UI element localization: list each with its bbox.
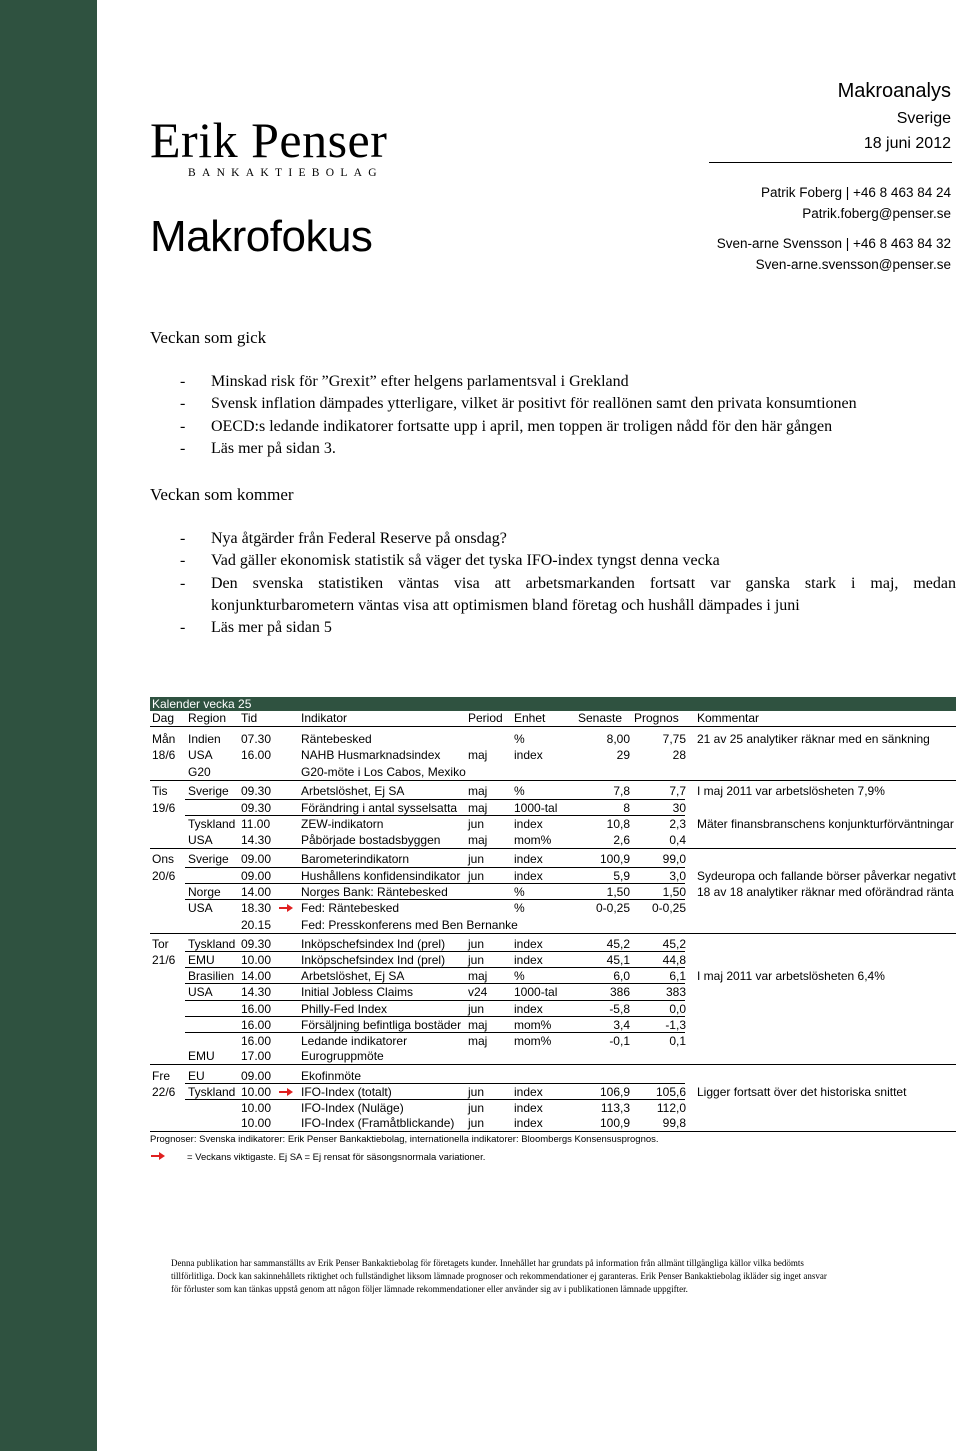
col-header-period: Period xyxy=(468,711,503,725)
cell-pro: 7,7 xyxy=(669,784,686,798)
cell-per: jun xyxy=(468,1085,485,1099)
cell-sen: 29 xyxy=(616,748,630,762)
cell-ind: ZEW-indikatorn xyxy=(301,817,384,831)
list-item: - OECD:s ledande indikatorer fortsatte upp i april, men toppen är troligen nådd för den här gången xyxy=(180,417,833,435)
row-divider xyxy=(185,1032,685,1033)
cell-tid: 09.30 xyxy=(241,801,272,815)
cell-tid: 10.00 xyxy=(241,1116,272,1130)
cell-ind: Arbetslöshet, Ej SA xyxy=(301,969,405,983)
cell-tid: 10.00 xyxy=(241,953,272,967)
cell-kom: Mäter finansbranschens konjunkturförväntningar xyxy=(697,817,954,831)
section-heading-next-week: Veckan som kommer xyxy=(150,485,294,504)
cell-enh: index xyxy=(514,748,543,762)
row-divider xyxy=(185,899,685,900)
cell-dag: Mån xyxy=(152,732,176,746)
cell-ind: Inköpschefsindex Ind (prel) xyxy=(301,953,446,967)
cell-enh: index xyxy=(514,852,543,866)
important-arrow-icon xyxy=(279,1087,293,1097)
cell-pro: 99,0 xyxy=(662,852,686,866)
cell-per: jun xyxy=(468,1002,485,1016)
day-separator xyxy=(150,780,956,781)
cell-tid: 07.30 xyxy=(241,732,272,746)
cell-ind: Barometerindikatorn xyxy=(301,852,410,866)
cell-dag: Fre xyxy=(152,1069,170,1083)
row-divider xyxy=(185,1016,685,1017)
source-note: Prognoser: Svenska indikatorer: Erik Penser Bankaktiebolag, internationella indikatorer: Bloombergs Konsensusprognos. xyxy=(150,1134,659,1145)
cell-pro: 44,8 xyxy=(662,953,686,967)
col-header-tid: Tid xyxy=(241,711,258,725)
cell-sen: 45,2 xyxy=(606,937,630,951)
cell-pro: 0,4 xyxy=(669,833,686,847)
header-divider xyxy=(709,162,952,163)
col-header-dag: Dag xyxy=(152,711,175,725)
cell-ind: G20-möte i Los Cabos, Mexiko xyxy=(301,765,466,779)
cell-region: USA xyxy=(188,985,213,999)
cell-ind: Norges Bank: Räntebesked xyxy=(301,885,448,899)
disclaimer-line: för förluster som kan tänkas uppstå genom att någon följer lämnade rekommendationer eller använder sig av i publikationen lämnade uppgifter. xyxy=(171,1284,688,1294)
row-divider xyxy=(185,799,685,800)
cell-sen: 10,8 xyxy=(606,817,630,831)
cell-enh: index xyxy=(514,1116,543,1130)
cell-dag: 19/6 xyxy=(152,801,176,815)
contact-2-line: Sven-arne Svensson | +46 8 463 84 32 xyxy=(716,236,951,251)
cell-pro: 105,6 xyxy=(655,1085,686,1099)
row-divider xyxy=(185,983,685,984)
cell-region: Norge xyxy=(188,885,221,899)
cell-tid: 16.00 xyxy=(241,748,272,762)
cell-sen: 106,9 xyxy=(599,1085,630,1099)
cell-kom: Sydeuropa och fallande börser påverkar negativt xyxy=(697,869,956,883)
cell-enh: 1000-tal xyxy=(514,801,558,815)
cell-ind: Förändring i antal sysselsatta xyxy=(301,801,458,815)
cell-enh: % xyxy=(514,784,525,798)
list-item: - Läs mer på sidan 3. xyxy=(180,439,336,457)
cell-per: maj xyxy=(468,748,488,762)
cell-tid: 09.30 xyxy=(241,784,272,798)
calendar-title: Kalender vecka 25 xyxy=(150,697,956,711)
left-sidebar-band xyxy=(0,0,97,1451)
cell-sen: 6,0 xyxy=(613,969,630,983)
cell-per: jun xyxy=(468,1101,485,1115)
row-divider xyxy=(185,951,685,952)
report-date: 18 juni 2012 xyxy=(863,135,951,152)
cell-ind: IFO-Index (Nuläge) xyxy=(301,1101,404,1115)
cell-enh: mom% xyxy=(514,1018,552,1032)
cell-kom: Ligger fortsatt över det historiska snittet xyxy=(697,1085,907,1099)
cell-dag: Tis xyxy=(152,784,168,798)
contact-2-email[interactable]: Sven-arne.svensson@penser.se xyxy=(755,257,951,272)
cell-sen: 100,9 xyxy=(599,852,630,866)
cell-region: Sverige xyxy=(188,784,229,798)
cell-pro: 30 xyxy=(672,801,686,815)
col-header-indikator: Indikator xyxy=(301,711,348,725)
list-item: - Den svenska statistiken väntas visa att arbetsmarkanden fortsatt var ganska stark i maj, medan konjunkturbarometern väntas visa att optimismen bland företag och hushåll dämpades i juni xyxy=(180,574,956,614)
contact-1-line: Patrik Foberg | +46 8 463 84 24 xyxy=(760,185,951,200)
cell-enh: index xyxy=(514,937,543,951)
cell-pro: 383 xyxy=(665,985,686,999)
cell-pro: -1,3 xyxy=(665,1018,686,1032)
col-header-prognos: Prognos xyxy=(634,711,679,725)
row-divider xyxy=(185,1099,685,1100)
cell-region: G20 xyxy=(188,765,211,779)
list-item: - Läs mer på sidan 5 xyxy=(180,619,332,637)
list-item: - Svensk inflation dämpades ytterligare, vilket är positivt för reallönen samt den privata konsumtionen xyxy=(180,395,857,413)
row-divider xyxy=(185,867,685,868)
list-item: - Nya åtgärder från Federal Reserve på onsdag? xyxy=(180,530,507,547)
cell-sen: -5,8 xyxy=(609,1002,630,1016)
cell-tid: 16.00 xyxy=(241,1018,272,1032)
cell-region: USA xyxy=(188,901,213,915)
cell-per: jun xyxy=(468,953,485,967)
cell-enh: % xyxy=(514,901,525,915)
cell-dag: Tor xyxy=(152,937,169,951)
disclaimer-line: tillförlitliga. Dock kan sakinnehållets riktighet och fullständighet liksom lämnade prognoser och rekommendationer ej garanteras. Erik Penser Bankaktiebolag ikläder sig inget ansvar xyxy=(171,1271,827,1281)
cell-region: EMU xyxy=(188,953,215,967)
cell-ind: Fed: Räntebesked xyxy=(301,901,400,915)
cell-ind: Initial Jobless Claims xyxy=(301,985,414,999)
cell-ind: IFO-Index (totalt) xyxy=(301,1085,392,1099)
cell-kom: 18 av 18 analytiker räknar med oförändrad ränta xyxy=(697,885,954,899)
disclaimer xyxy=(171,1257,941,1296)
cell-sen: 113,3 xyxy=(600,1101,630,1115)
cell-ind: Räntebesked xyxy=(301,732,372,746)
row-divider xyxy=(185,883,685,884)
cell-enh: index xyxy=(514,869,543,883)
cell-enh: index xyxy=(514,1101,543,1115)
cell-region: Tyskland xyxy=(188,937,236,951)
cell-region: EMU xyxy=(188,1049,215,1063)
cell-region: Indien xyxy=(188,732,221,746)
cell-per: maj xyxy=(468,1018,488,1032)
cell-ind: Arbetslöshet, Ej SA xyxy=(301,784,405,798)
day-separator xyxy=(150,1131,956,1132)
cell-kom: 21 av 25 analytiker räknar med en sänkning xyxy=(697,732,930,746)
cell-sen: -0,1 xyxy=(609,1034,630,1048)
cell-sen: 8 xyxy=(623,801,630,815)
cell-per: jun xyxy=(468,1116,485,1130)
cell-dag: 18/6 xyxy=(152,748,176,762)
row-divider xyxy=(185,815,685,816)
cell-pro: 99,8 xyxy=(662,1116,686,1130)
cell-kom: I maj 2011 var arbetslösheten 6,4% xyxy=(697,969,885,983)
cell-per: maj xyxy=(468,801,488,815)
day-separator xyxy=(150,1064,956,1065)
cell-ind: Eurogruppmöte xyxy=(301,1049,384,1063)
cell-sen: 8,00 xyxy=(606,732,630,746)
cell-per: v24 xyxy=(468,985,488,999)
cell-enh: 1000-tal xyxy=(514,985,558,999)
cell-sen: 100,9 xyxy=(599,1116,630,1130)
cell-sen: 7,8 xyxy=(613,784,630,798)
cell-sen: 3,4 xyxy=(613,1018,630,1032)
cell-ind: Ekofinmöte xyxy=(301,1069,362,1083)
cell-pro: 0-0,25 xyxy=(651,901,686,915)
list-item: - Minskad risk för ”Grexit” efter helgens parlamentsval i Grekland xyxy=(180,373,629,390)
contact-1-email[interactable]: Patrik.foberg@penser.se xyxy=(802,206,951,221)
list-item: - Vad gäller ekonomisk statistik så väger det tyska IFO-index tyngst denna vecka xyxy=(180,552,720,570)
cell-tid: 16.00 xyxy=(241,1002,272,1016)
cell-tid: 14.30 xyxy=(241,985,272,999)
cell-per: jun xyxy=(468,852,485,866)
cell-enh: index xyxy=(514,817,543,831)
cell-ind: Försäljning befintliga bostäder xyxy=(301,1018,462,1032)
cell-tid: 14.00 xyxy=(241,885,272,899)
brand-name: Erik Penser xyxy=(150,112,388,168)
day-separator xyxy=(150,933,956,934)
cell-tid: 09.00 xyxy=(241,869,272,883)
cell-pro: 0,1 xyxy=(669,1034,686,1048)
cell-pro: 7,75 xyxy=(662,732,686,746)
cell-ind: Fed: Presskonferens med Ben Bernanke xyxy=(301,918,518,932)
cell-ind: Inköpschefsindex Ind (prel) xyxy=(301,937,446,951)
document-title: Makrofokus xyxy=(150,212,373,261)
cell-region: Brasilien xyxy=(188,969,235,983)
cell-pro: 0,0 xyxy=(669,1002,686,1016)
cell-sen: 5,9 xyxy=(613,869,630,883)
cell-ind: Ledande indikatorer xyxy=(301,1034,408,1048)
cell-tid: 11.00 xyxy=(241,817,271,831)
cell-enh: % xyxy=(514,969,525,983)
brand-logo xyxy=(150,112,388,179)
cell-ind: NAHB Husmarknadsindex xyxy=(301,748,441,762)
cell-dag: 22/6 xyxy=(152,1085,176,1099)
cell-pro: 45,2 xyxy=(662,937,686,951)
row-divider xyxy=(185,967,685,968)
cell-enh: index xyxy=(514,953,543,967)
cell-per: jun xyxy=(468,817,485,831)
cell-region: EU xyxy=(188,1069,205,1083)
cell-tid: 09.30 xyxy=(241,937,272,951)
cell-dag: Ons xyxy=(152,852,175,866)
cell-enh: index xyxy=(514,1002,543,1016)
cell-per: jun xyxy=(468,937,485,951)
cell-pro: 3,0 xyxy=(669,869,686,883)
cell-per: maj xyxy=(468,969,488,983)
next-week-list xyxy=(180,528,956,639)
cell-tid: 09.00 xyxy=(241,1069,272,1083)
col-header-region: Region xyxy=(188,711,227,725)
important-arrow-icon xyxy=(279,903,293,913)
cell-per: maj xyxy=(468,1034,488,1048)
brand-subtitle: BANKAKTIEBOLAG xyxy=(188,167,383,179)
cell-tid: 16.00 xyxy=(241,1034,272,1048)
cell-sen: 1,50 xyxy=(606,885,630,899)
cell-pro: 6,1 xyxy=(669,969,686,983)
cell-sen: 0-0,25 xyxy=(595,901,630,915)
cell-region: USA xyxy=(188,833,213,847)
cell-ind: Philly-Fed Index xyxy=(301,1002,388,1016)
col-header-senaste: Senaste xyxy=(578,711,623,725)
cell-tid: 17.00 xyxy=(241,1049,272,1063)
cell-sen: 2,6 xyxy=(613,833,630,847)
cell-dag: 20/6 xyxy=(152,869,176,883)
cell-tid: 14.30 xyxy=(241,833,272,847)
cell-tid: 14.00 xyxy=(241,969,272,983)
row-divider xyxy=(185,1083,685,1084)
col-header-enhet: Enhet xyxy=(514,711,546,725)
cell-enh: % xyxy=(514,885,525,899)
cell-per: maj xyxy=(468,784,488,798)
calendar-header-row xyxy=(150,711,956,727)
cell-pro: 112,0 xyxy=(656,1101,686,1115)
cell-enh: % xyxy=(514,732,525,746)
cell-region: Tyskland xyxy=(188,817,236,831)
cell-pro: 28 xyxy=(672,748,686,762)
cell-tid: 20.15 xyxy=(241,918,272,932)
cell-enh: mom% xyxy=(514,1034,552,1048)
cell-per: jun xyxy=(468,869,485,883)
cell-region: USA xyxy=(188,748,213,762)
cell-ind: IFO-Index (Framåtblickande) xyxy=(301,1116,455,1130)
report-type: Makroanalys xyxy=(837,80,951,102)
cell-ind: Påbörjade bostadsbyggen xyxy=(301,833,441,847)
cell-enh: mom% xyxy=(514,833,552,847)
important-arrow-icon xyxy=(151,1151,165,1161)
cell-region: Sverige xyxy=(188,852,229,866)
row-divider xyxy=(185,1000,685,1001)
cell-enh: index xyxy=(514,1085,543,1099)
report-country: Sverige xyxy=(896,110,951,127)
last-week-list xyxy=(180,371,956,460)
cell-tid: 10.00 xyxy=(241,1085,272,1099)
day-separator xyxy=(150,848,956,849)
cell-pro: 1,50 xyxy=(662,885,686,899)
cell-dag: 21/6 xyxy=(152,953,176,967)
disclaimer-line: Denna publikation har sammanställts av Erik Penser Bankaktiebolag för företagets kunder. Innehållet har grundats på information från allmänt tillgängliga källor vilka bedömts xyxy=(171,1258,804,1268)
cell-pro: 2,3 xyxy=(669,817,686,831)
cell-tid: 10.00 xyxy=(241,1101,272,1115)
cell-tid: 09.00 xyxy=(241,852,272,866)
cell-tid: 18.30 xyxy=(241,901,272,915)
legend-note: = Veckans viktigaste. Ej SA = Ej rensat för säsongsnormala variationer. xyxy=(187,1152,486,1163)
cell-kom: I maj 2011 var arbetslösheten 7,9% xyxy=(697,784,885,798)
cell-per: maj xyxy=(468,833,488,847)
cell-ind: Hushållens konfidensindikator xyxy=(301,869,461,883)
section-heading-last-week: Veckan som gick xyxy=(150,328,267,347)
cell-sen: 45,1 xyxy=(606,953,630,967)
cell-sen: 386 xyxy=(609,985,630,999)
col-header-kommentar: Kommentar xyxy=(697,711,760,725)
cell-region: Tyskland xyxy=(188,1085,236,1099)
